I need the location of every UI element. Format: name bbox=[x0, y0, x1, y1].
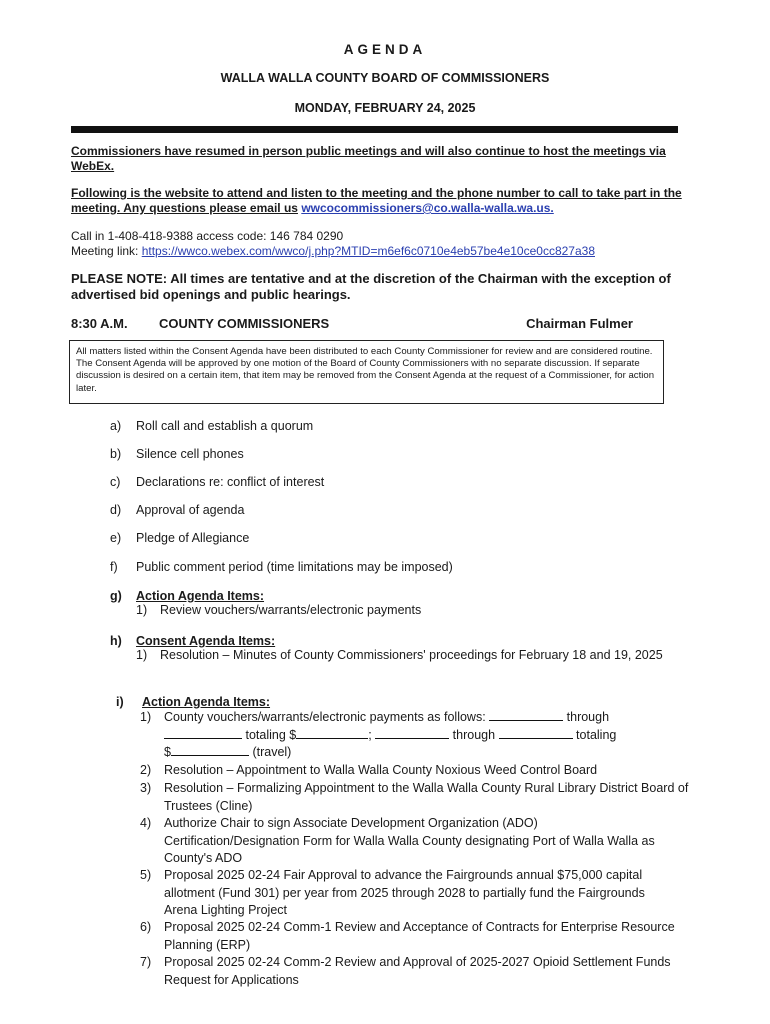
session-title: COUNTY COMMISSIONERS bbox=[159, 316, 330, 331]
meeting-link-label: Meeting link: bbox=[71, 244, 139, 258]
email-link[interactable]: wwcocommissioners@co.walla-walla.wa.us. bbox=[301, 201, 554, 215]
i-sub-item-1: 1) County vouchers/warrants/electronic payments as follows: through totaling $ ; through totaling $ (travel) bbox=[140, 710, 617, 759]
blank-field bbox=[499, 727, 573, 739]
blank-field bbox=[375, 727, 449, 739]
attend-text: Following is the website to attend and listen to the meeting and the phone number to call to take part in the meeting. Any questions please email us bbox=[71, 186, 682, 215]
session-chair: Chairman Fulmer bbox=[526, 316, 633, 331]
blank-field bbox=[164, 727, 242, 739]
agenda-page: AGENDA WALLA WALLA COUNTY BOARD OF COMMISSIONERS MONDAY, FEBRUARY 24, 2025 Commissioners have resumed in person public meetings and will also continue to host the meetings via WebEx. Following is the website to attend and listen to the meeting and the phone number to call to take part in the meeting. Any questions please email us wwcocommissioners@co.walla-walla.wa.us. Call in 1-408-418-9388 access code: 146 784 0290 Meeting link: https://wwco.webex.com/wwco/j.php?MTID=m6ef6c0710e4eb57be4e10ce0cc827a38 PLEASE NOTE: All times are tentative and at the discretion of the Chairman with the exception of advertised bid openings and public hearings. 8:30 A.M. COUNTY COMMISSIONERS Chairman Fulmer All matters listed within the Consent Agenda have been distributed to each County Commissioner for review and are considered routine. The Consent Agenda will be approved by one motion of the Board of County Commissioners with no separate discussion. If separate discussion is desired on a certain item, that item may be removed from the Consent Agenda at the request of a Commissioner, for action later. a) Roll call and establish a quorum b) Silence cell phones c) Declarations re: conflict of interest d) Approval of agenda e) Pledge of Allegiance f) Public comment period (time limitations may be imposed) g) Action Agenda Items: 1) Review vouchers/warrants/electronic payments h) Consent Agenda Items: 1) Resolution – Minutes of County Commissioners' proceedings for February 18 and 19, 2025 i) Action Agenda Items: 1) County vouchers/warrants/electronic payments as follows: through totaling $ ; through totaling $ (travel) 2) Resolution – Appointment to Walla Walla County Noxious Weed Control Board 3) Resolution – Formalizing Appointment to the Walla Walla County Rural Library District Board of Trustees (Cline) 4) Authorize Chair to sign Associate Development Organization (ADO) Certification/Designation Form for Walla Walla County designating Port of Walla Walla as County's ADO 5) Proposal 2025 02-24 Fair Approval to advance the Fairgrounds annual $75,000 capital allotment (Fund 301) per year from 2025 through 2028 to partially fund the Fairgrounds Arena Lighting Project 6) Proposal 2025 02-24 Comm-1 Review and Acceptance of Contracts for Enterprise Resource Planning (ERP) 7) Proposal 2025 02-24 Comm-2 Review and Approval of 2025-2027 Opioid Settlement Funds Request for Applications bbox=[0, 0, 770, 1024]
session-time: 8:30 A.M. bbox=[71, 316, 128, 331]
meeting-link-line bbox=[71, 244, 691, 259]
meeting-link[interactable]: https://wwco.webex.com/wwco/j.php?MTID=m6ef6c0710e4eb57be4e10ce0cc827a38 bbox=[141, 244, 595, 258]
resumed-notice: Commissioners have resumed in person public meetings and will also continue to host the meetings via WebEx. bbox=[71, 144, 666, 173]
consent-agenda-box: All matters listed within the Consent Agenda have been distributed to each County Commissioner for review and are considered routine. The Consent Agenda will be approved by one motion of the Board of County Commissioners with no separate discussion. If separate discussion is desired on a certain item, that item may be removed from the Consent Agenda at the request of a Commissioner, for action later. bbox=[69, 340, 664, 404]
attend-instructions bbox=[71, 186, 691, 216]
call-in-line: Call in 1-408-418-9388 access code: 146 784 0290 bbox=[71, 229, 344, 243]
blank-field bbox=[489, 709, 563, 721]
board-title: WALLA WALLA COUNTY BOARD OF COMMISSIONERS bbox=[220, 71, 550, 85]
please-note: PLEASE NOTE: All times are tentative and at the discretion of the Chairman with the exception of advertised bid openings and public hearings. bbox=[71, 271, 671, 302]
meeting-date: MONDAY, FEBRUARY 24, 2025 bbox=[294, 101, 476, 115]
blank-field bbox=[171, 744, 249, 756]
header-divider bbox=[71, 126, 678, 133]
blank-field bbox=[296, 727, 368, 739]
agenda-title: AGENDA bbox=[343, 42, 427, 57]
